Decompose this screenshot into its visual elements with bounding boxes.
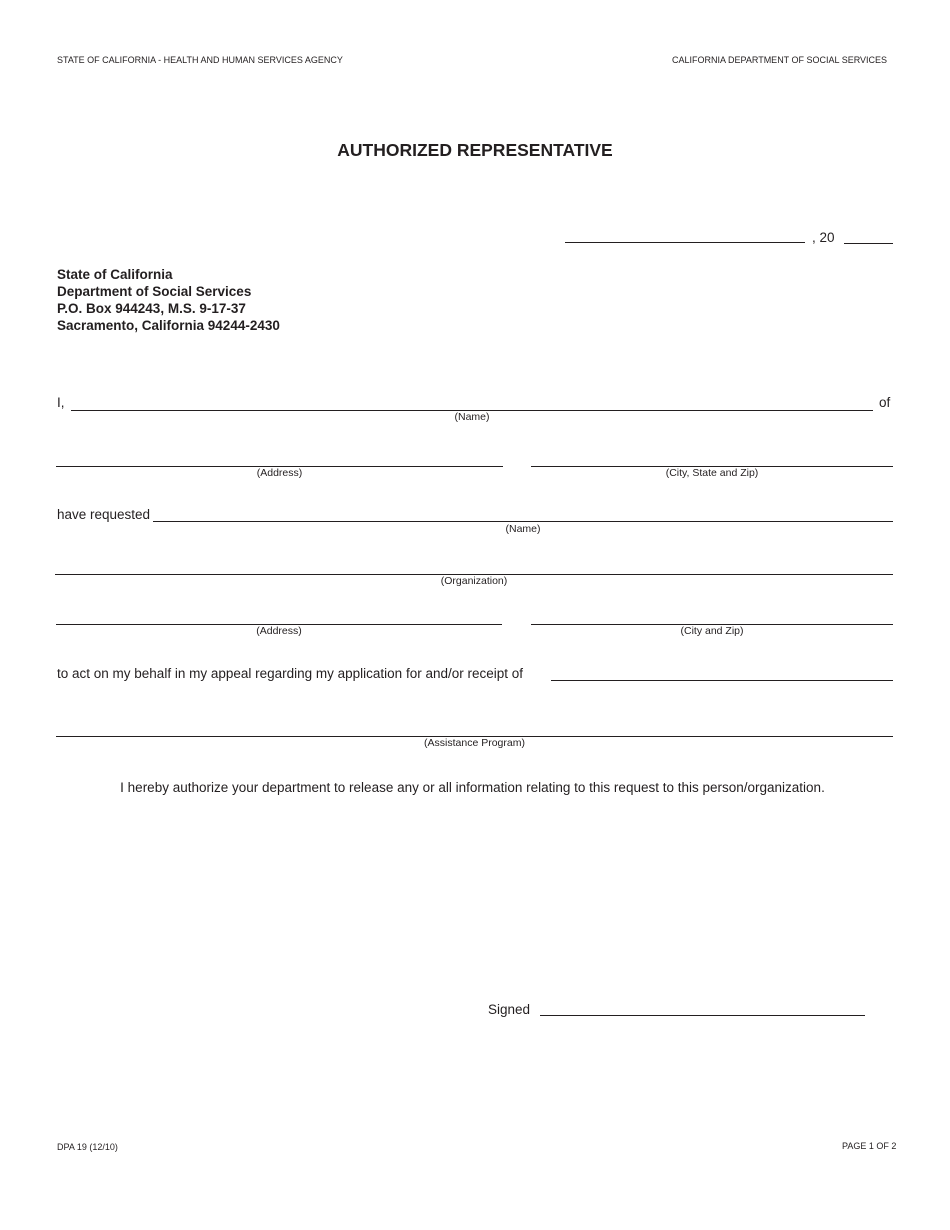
address-line-2: Department of Social Services — [57, 284, 252, 299]
authorization-statement: I hereby authorize your department to release any or all information relating to this request to this person/organization. — [120, 780, 825, 795]
date-field[interactable] — [565, 242, 805, 243]
representative-name-field[interactable] — [153, 521, 893, 522]
of-suffix: of — [879, 395, 891, 410]
rep-address-caption: (Address) — [256, 625, 302, 637]
address-block — [57, 266, 280, 334]
page-title: AUTHORIZED REPRESENTATIVE — [337, 140, 613, 160]
assistance-program-caption: (Assistance Program) — [424, 737, 525, 749]
city-zip-caption: (City and Zip) — [680, 625, 744, 637]
rep-name-caption: (Name) — [505, 523, 541, 535]
city-state-zip-caption: (City, State and Zip) — [665, 467, 759, 479]
name-caption: (Name) — [454, 411, 490, 423]
department-header: CALIFORNIA DEPARTMENT OF SOCIAL SERVICES — [672, 55, 888, 65]
act-on-behalf-text: to act on my behalf in my appeal regarding my application for and/or receipt of — [57, 666, 524, 681]
form-number: DPA 19 (12/10) — [57, 1142, 118, 1152]
program-field-line-1[interactable] — [551, 680, 893, 681]
i-prefix: I, — [57, 395, 65, 410]
address-line-1: State of California — [57, 267, 173, 282]
organization-caption: (Organization) — [440, 575, 508, 587]
page-number: PAGE 1 OF 2 — [842, 1141, 897, 1151]
signature-field[interactable] — [540, 1015, 865, 1016]
signed-label: Signed — [488, 1002, 531, 1017]
address-line-3: P.O. Box 944243, M.S. 9-17-37 — [57, 301, 246, 316]
year-prefix: , 20 — [812, 230, 835, 245]
have-requested-label: have requested — [57, 507, 151, 522]
year-field[interactable] — [844, 243, 893, 244]
agency-header: STATE OF CALIFORNIA - HEALTH AND HUMAN SERVICES AGENCY — [57, 55, 343, 65]
address-caption: (Address) — [256, 467, 303, 479]
address-line-4: Sacramento, California 94244-2430 — [57, 318, 280, 333]
